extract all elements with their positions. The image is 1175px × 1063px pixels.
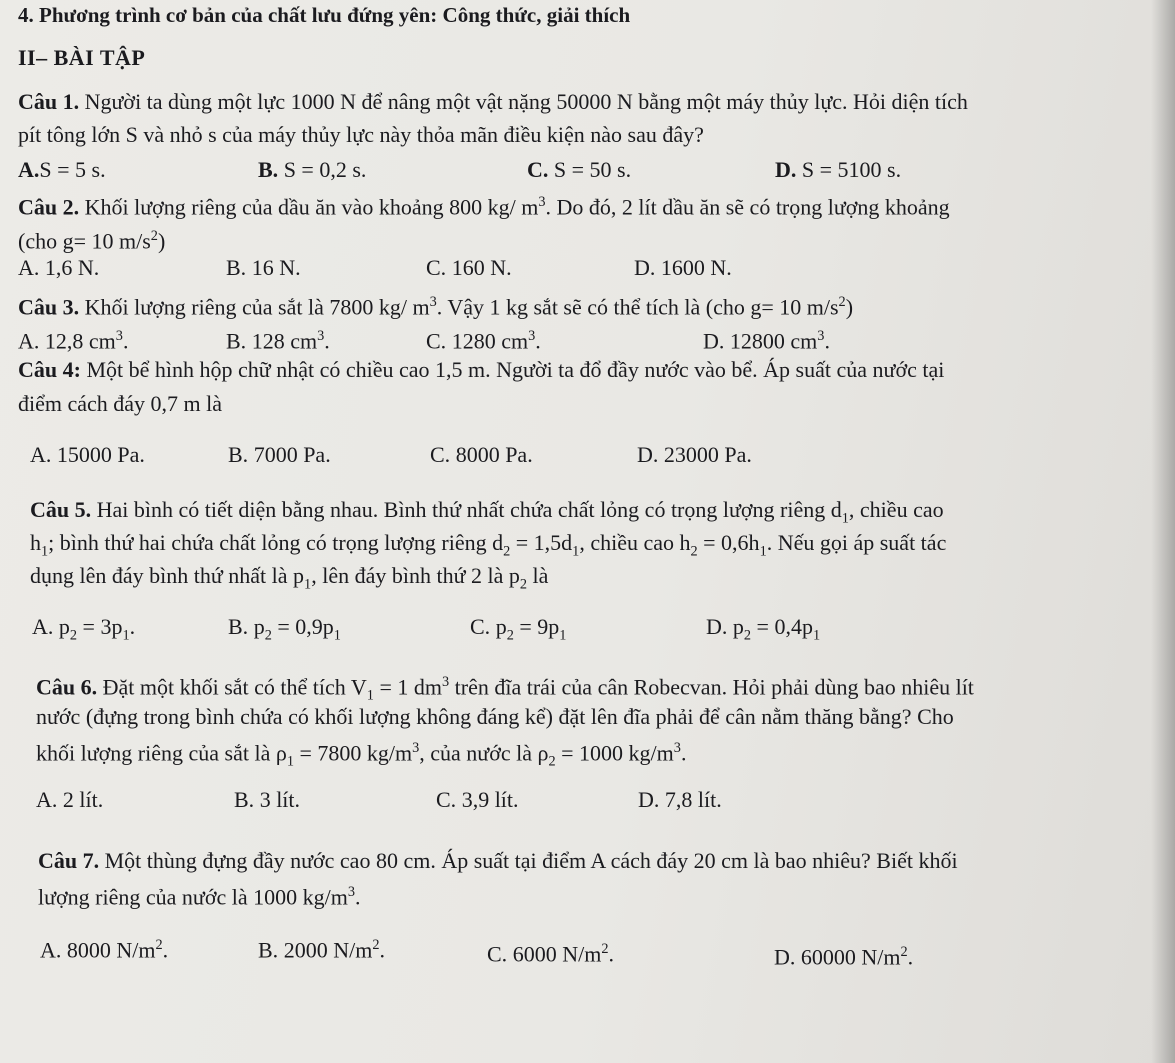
question-5-line-1: Câu 5. Hai bình có tiết diện bằng nhau. Bình thứ nhất chứa chất lỏng có trọng lượng riêng $d_1$, chiều cao bbox=[30, 497, 944, 527]
question-2-label: Câu 2. bbox=[18, 194, 80, 220]
q7-option-c: C. 6000 $N/m^2$. bbox=[487, 941, 614, 967]
q6-option-c: C. 3,9 lít. bbox=[436, 787, 519, 812]
question-7-line-2: lượng riêng của nước là 1000 $kg/m^3$. bbox=[38, 884, 361, 910]
question-5-label: Câu 5. bbox=[30, 497, 92, 522]
q5-option-b: B. $p_2 = 0,9p_1$ bbox=[228, 614, 341, 644]
question-2-line-1: Câu 2. Khối lượng riêng của dầu ăn vào khoảng 800 kg/ $m^3$. Do đó, 2 lít dầu ăn sẽ có trọng lượng khoảng bbox=[18, 194, 950, 220]
q4-option-b: B. 7000 Pa. bbox=[228, 442, 331, 467]
question-6-line-3: khối lượng riêng của sắt là $\rho_1 = 7800$ $kg/m^3$, của nước là $\rho_2 = 1000$ $kg/m^3$. bbox=[36, 740, 687, 770]
question-5-line-3: dụng lên đáy bình thứ nhất là $p_1$, lên đáy bình thứ 2 là $p_2$ là bbox=[30, 563, 549, 593]
q6-option-a: A. 2 lít. bbox=[36, 787, 104, 812]
question-1-line-2: pít tông lớn S và nhỏ s của máy thủy lực này thỏa mãn điều kiện nào sau đây? bbox=[18, 122, 704, 147]
q2-option-c: C. 160 N. bbox=[426, 255, 512, 280]
q4-option-d: D. 23000 Pa. bbox=[637, 442, 752, 467]
q3-option-c: C. 1280 $cm^3$. bbox=[426, 328, 541, 354]
q7-option-d: D. 60000 $N/m^2$. bbox=[774, 944, 914, 970]
section-heading: 4. Phương trình cơ bản của chất lưu đứng yên: Công thức, giải thích bbox=[18, 3, 631, 27]
q2-option-b: B. 16 N. bbox=[226, 255, 301, 280]
question-6-line-1: Câu 6. Đặt một khối sắt có thể tích $V_1 = 1$ $dm^3$ trên đĩa trái của cân Robecvan. Hỏi phải dùng bao nhiêu lít bbox=[36, 674, 974, 704]
q5-option-d: D. $p_2 = 0,4p_1$ bbox=[706, 614, 821, 644]
exercise-title: II– BÀI TẬP bbox=[18, 45, 146, 70]
question-7-line-1: Câu 7. Một thùng đựng đầy nước cao 80 cm. Áp suất tại điểm A cách đáy 20 cm là bao nhiêu? Biết khối bbox=[38, 848, 958, 873]
q5-option-c: C. $p_2 = 9p_1$ bbox=[470, 614, 567, 644]
question-3-line-1: Câu 3. Khối lượng riêng của sắt là 7800 kg/ $m^3$. Vậy 1 kg sắt sẽ có thể tích là (cho g= 10 $m/s^2$) bbox=[18, 294, 854, 320]
q3-option-b: B. 128 $cm^3$. bbox=[226, 328, 330, 354]
q4-option-a: A. 15000 Pa. bbox=[30, 442, 145, 467]
question-7-label: Câu 7. bbox=[38, 848, 100, 873]
question-1-line-1: Câu 1. Người ta dùng một lực 1000 N để nâng một vật nặng 50000 N bằng một máy thủy lực. Hỏi diện tích bbox=[18, 89, 968, 114]
q2-option-a: A. 1,6 N. bbox=[18, 255, 100, 280]
question-5-line-2: $h_1$; bình thứ hai chứa chất lỏng có trọng lượng riêng $d_2 = 1,5d_1$, chiều cao $h_2 = 0,6h_1$. Nếu gọi áp suất tác bbox=[30, 530, 947, 560]
q4-option-c: C. 8000 Pa. bbox=[430, 442, 533, 467]
q7-option-b: B. 2000 $N/m^2$. bbox=[258, 937, 385, 963]
q7-option-a: A. 8000 $N/m^2$. bbox=[40, 937, 169, 963]
q1-option-d: D. S = 5100 s. bbox=[775, 157, 902, 182]
q2-option-d: D. 1600 N. bbox=[634, 255, 732, 280]
page-edge-shadow bbox=[1151, 0, 1175, 1063]
q6-option-b: B. 3 lít. bbox=[234, 787, 301, 812]
q1-option-a: A.S = 5 s. bbox=[18, 157, 106, 182]
question-6-line-2: nước (đựng trong bình chứa có khối lượng không đáng kể) đặt lên đĩa phải để cân nằm thăng bằng? Cho bbox=[36, 704, 954, 729]
question-4-line-1: Câu 4: Một bể hình hộp chữ nhật có chiều cao 1,5 m. Người ta đổ đầy nước vào bể. Áp suất của nước tại bbox=[18, 357, 945, 382]
q3-option-a: A. 12,8 $cm^3$. bbox=[18, 328, 129, 354]
q3-option-d: D. 12800 $cm^3$. bbox=[703, 328, 830, 354]
q1-option-b: B. S = 0,2 s. bbox=[258, 157, 367, 182]
q5-option-a: A. $p_2 = 3p_1$. bbox=[32, 614, 136, 644]
q1-option-c: C. S = 50 s. bbox=[527, 157, 632, 182]
question-6-label: Câu 6. bbox=[36, 674, 98, 700]
question-4-line-2: điểm cách đáy 0,7 m là bbox=[18, 391, 223, 416]
question-3-label: Câu 3. bbox=[18, 294, 80, 320]
question-4-label: Câu 4: bbox=[18, 357, 81, 382]
q6-option-d: D. 7,8 lít. bbox=[638, 787, 722, 812]
question-2-line-2: (cho g= 10 $m/s^2$) bbox=[18, 228, 166, 254]
question-1-label: Câu 1. bbox=[18, 89, 80, 114]
